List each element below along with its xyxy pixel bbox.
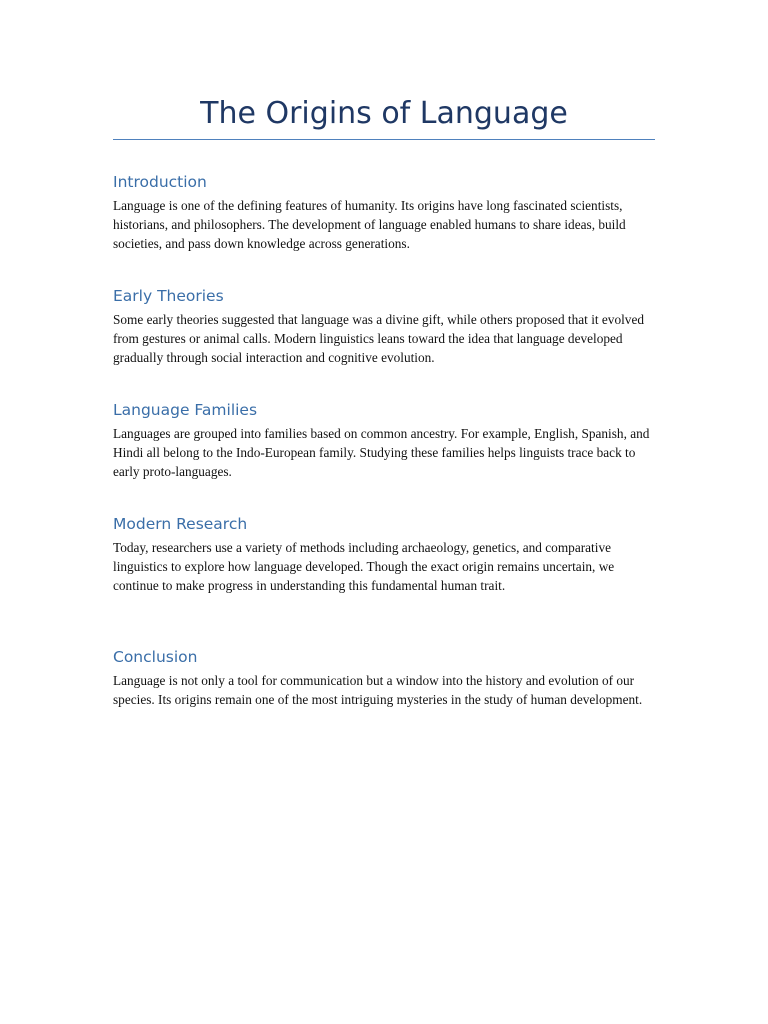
section-body: Some early theories suggested that language was a divine gift, while others proposed that it evolved from gestures or animal calls. Modern linguistics leans toward the idea that language developed gradually through social interaction and cognitive evolution.: [113, 312, 644, 366]
section-heading: Introduction: [113, 173, 207, 191]
section-conclusion: [113, 646, 655, 709]
section-heading: Early Theories: [113, 287, 224, 305]
section-heading: Language Families: [113, 401, 258, 419]
section-body: Language is not only a tool for communication but a window into the history and evolution of our species. Its origins remain one of the most intriguing mysteries in the study of human development.: [113, 673, 643, 708]
section-body: Today, researchers use a variety of methods including archaeology, genetics, and comparative linguistics to explore how language developed. Though the exact origin remains uncertain, we continue to make progress in understanding this fundamental human trait.: [113, 540, 615, 594]
title-underline: [113, 139, 655, 140]
section-heading: Conclusion: [113, 648, 198, 666]
section-early-theories: [113, 285, 655, 368]
section-body: Language is one of the defining features of humanity. Its origins have long fascinated scientists, historians, and philosophers. The development of language enabled humans to share ideas, build societies, and pass down knowledge across generations.: [113, 198, 626, 252]
section-language-families: [113, 399, 655, 482]
document-title: The Origins of Language: [200, 96, 568, 131]
section-modern-research: [113, 513, 655, 596]
section-heading: Modern Research: [113, 515, 248, 533]
section-introduction: [113, 171, 655, 254]
section-body: Languages are grouped into families based on common ancestry. For example, English, Spanish, and Hindi all belong to the Indo-European family. Studying these families helps linguists trace back to early proto-languages.: [113, 426, 650, 480]
